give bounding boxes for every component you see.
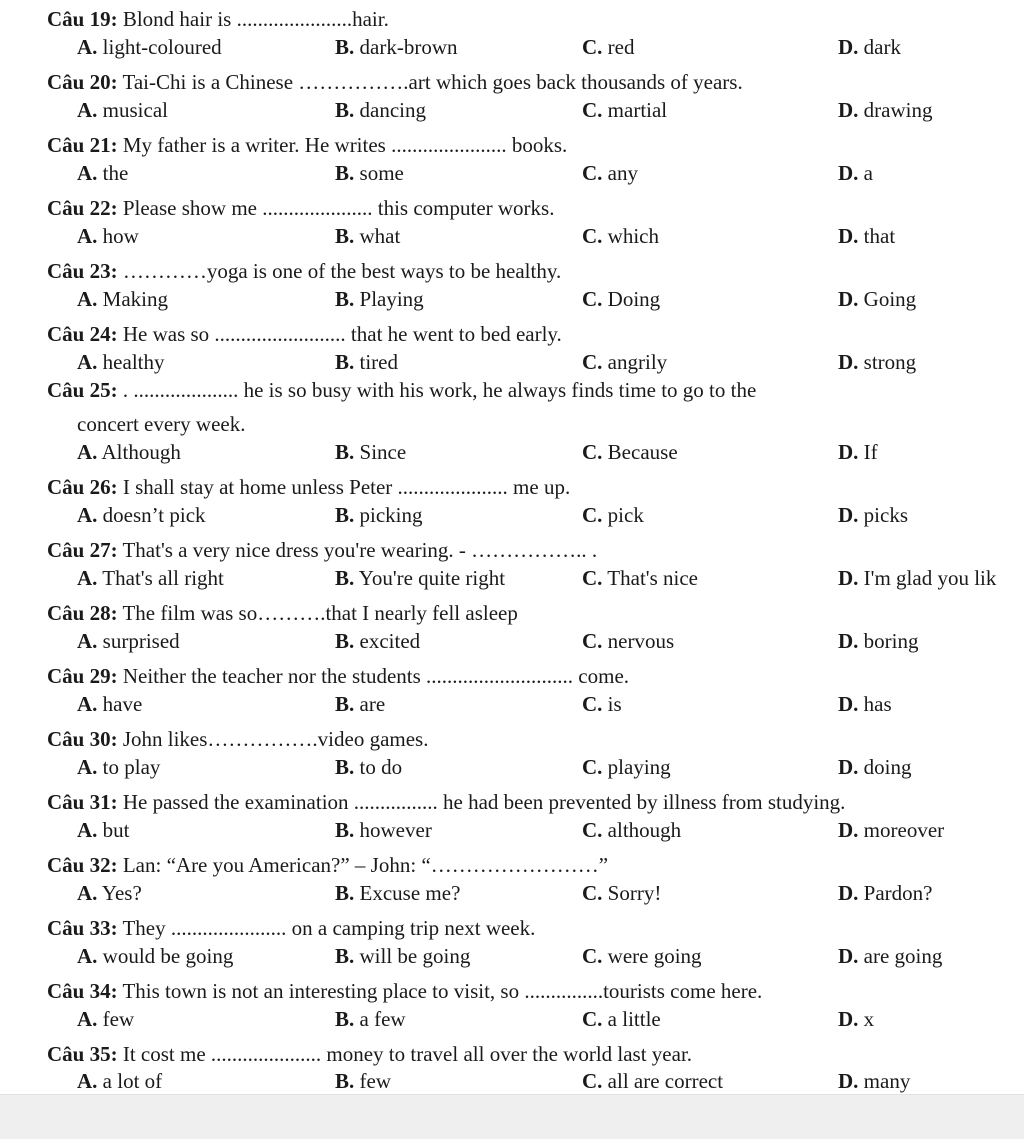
option-a: A. light-coloured	[77, 35, 222, 59]
question-label: Câu 29:	[47, 664, 118, 688]
question-text: He was so ......................... that he went to bed early.	[122, 322, 562, 346]
option-b: B. picking	[335, 503, 423, 527]
option-d: D. strong	[838, 350, 917, 374]
question-text: My father is a writer. He writes ...................... books.	[122, 133, 568, 157]
option-a: A. doesn’t pick	[77, 503, 206, 527]
question-continuation: concert every week.	[77, 412, 246, 436]
question-text: The film was so……….that I nearly fell asleep	[122, 601, 518, 625]
option-a: A. to play	[77, 755, 161, 779]
option-a: A. healthy	[77, 350, 165, 374]
question-31	[47, 789, 845, 815]
option-a: A. Making	[77, 287, 168, 311]
option-a: A. the	[77, 161, 129, 185]
option-a: A. how	[77, 224, 139, 248]
option-d: D. If	[838, 440, 878, 464]
question-label: Câu 22:	[47, 196, 118, 220]
option-b: B. what	[335, 224, 401, 248]
question-32	[47, 852, 608, 878]
option-c: C. is	[582, 692, 622, 716]
option-c: C. angrily	[582, 350, 668, 374]
option-b: B. to do	[335, 755, 403, 779]
question-text: It cost me ..................... money to travel all over the world last year.	[122, 1042, 693, 1066]
question-19	[47, 6, 389, 32]
question-24	[47, 321, 562, 347]
question-25	[47, 377, 756, 403]
question-label: Câu 34:	[47, 979, 118, 1003]
question-text: He passed the examination ................ he had been prevented by illness from studying.	[122, 790, 846, 814]
question-text: Neither the teacher nor the students ............................ come.	[122, 664, 630, 688]
question-label: Câu 30:	[47, 727, 118, 751]
question-label: Câu 26:	[47, 475, 118, 499]
option-a: A. surprised	[77, 629, 180, 653]
question-26	[47, 474, 570, 500]
question-label: Câu 27:	[47, 538, 118, 562]
question-text: They ...................... on a camping trip next week.	[122, 916, 536, 940]
option-c: C. were going	[582, 944, 702, 968]
option-c: C. Doing	[582, 287, 661, 311]
option-d: D. Going	[838, 287, 917, 311]
option-c: C. red	[582, 35, 635, 59]
question-text: Tai-Chi is a Chinese …………….art which goes back thousands of years.	[122, 70, 743, 94]
option-b: B. a few	[335, 1007, 406, 1031]
option-b: B. dark-brown	[335, 35, 458, 59]
question-label: Câu 21:	[47, 133, 118, 157]
option-c: C. martial	[582, 98, 668, 122]
option-b: B. few	[335, 1069, 391, 1093]
option-c: C. Because	[582, 440, 678, 464]
option-c: C. all are correct	[582, 1069, 724, 1093]
question-label: Câu 25:	[47, 378, 118, 402]
question-text: I shall stay at home unless Peter ..................... me up.	[122, 475, 571, 499]
option-b: B. Excuse me?	[335, 881, 461, 905]
question-30	[47, 726, 428, 752]
option-b: B. dancing	[335, 98, 426, 122]
question-27	[47, 537, 597, 563]
option-d: D. dark	[838, 35, 901, 59]
option-c: C. any	[582, 161, 638, 185]
question-text: John likes…………….video games.	[122, 727, 429, 751]
question-text: Lan: “Are you American?” – John: “……………………”	[122, 853, 609, 877]
option-b: B. tired	[335, 350, 398, 374]
question-text: Blond hair is ......................hair.	[122, 7, 389, 31]
option-b: B. are	[335, 692, 386, 716]
option-a: A. musical	[77, 98, 168, 122]
option-a: A. but	[77, 818, 130, 842]
option-b: B. some	[335, 161, 404, 185]
option-a: A. That's all right	[77, 566, 224, 590]
option-c: C. playing	[582, 755, 671, 779]
question-34	[47, 978, 762, 1004]
question-label: Câu 32:	[47, 853, 118, 877]
question-text: …………yoga is one of the best ways to be healthy.	[122, 259, 562, 283]
question-text: This town is not an interesting place to visit, so ...............tourists come here.	[122, 979, 763, 1003]
question-28	[47, 600, 518, 626]
option-d: D. I'm glad you lik	[838, 566, 997, 590]
question-text: . .................... he is so busy with his work, he always finds time to go to the	[122, 378, 757, 402]
option-c: C. Sorry!	[582, 881, 662, 905]
question-text: That's a very nice dress you're wearing. - …………….. .	[122, 538, 598, 562]
option-b: B. will be going	[335, 944, 471, 968]
option-a: A. Although	[77, 440, 181, 464]
option-d: D. boring	[838, 629, 919, 653]
question-33	[47, 915, 535, 941]
option-d: D. drawing	[838, 98, 933, 122]
question-label: Câu 31:	[47, 790, 118, 814]
option-d: D. has	[838, 692, 892, 716]
question-label: Câu 28:	[47, 601, 118, 625]
option-d: D. Pardon?	[838, 881, 933, 905]
option-d: D. x	[838, 1007, 875, 1031]
option-a: A. few	[77, 1007, 135, 1031]
question-22	[47, 195, 554, 221]
option-d: D. that	[838, 224, 896, 248]
question-label: Câu 35:	[47, 1042, 118, 1066]
option-c: C. although	[582, 818, 682, 842]
option-d: D. are going	[838, 944, 943, 968]
option-c: C. pick	[582, 503, 644, 527]
question-label: Câu 33:	[47, 916, 118, 940]
option-c: C. a little	[582, 1007, 661, 1031]
question-label: Câu 23:	[47, 259, 118, 283]
option-d: D. many	[838, 1069, 911, 1093]
question-35	[47, 1041, 692, 1067]
page-bottom-margin	[0, 1094, 1024, 1139]
question-20	[47, 69, 743, 95]
option-c: C. nervous	[582, 629, 675, 653]
option-a: A. would be going	[77, 944, 234, 968]
option-a: A. have	[77, 692, 143, 716]
option-a: A. Yes?	[77, 881, 142, 905]
option-c: C. which	[582, 224, 659, 248]
option-b: B. You're quite right	[335, 566, 506, 590]
option-b: B. Playing	[335, 287, 424, 311]
question-23	[47, 258, 561, 284]
question-label: Câu 19:	[47, 7, 118, 31]
option-d: D. moreover	[838, 818, 945, 842]
option-a: A. a lot of	[77, 1069, 163, 1093]
option-b: B. Since	[335, 440, 407, 464]
option-c: C. That's nice	[582, 566, 698, 590]
question-29	[47, 663, 629, 689]
question-label: Câu 20:	[47, 70, 118, 94]
option-d: D. picks	[838, 503, 908, 527]
option-b: B. excited	[335, 629, 421, 653]
question-text: Please show me ..................... this computer works.	[122, 196, 555, 220]
option-d: D. doing	[838, 755, 912, 779]
option-b: B. however	[335, 818, 432, 842]
question-21	[47, 132, 567, 158]
question-label: Câu 24:	[47, 322, 118, 346]
option-d: D. a	[838, 161, 873, 185]
